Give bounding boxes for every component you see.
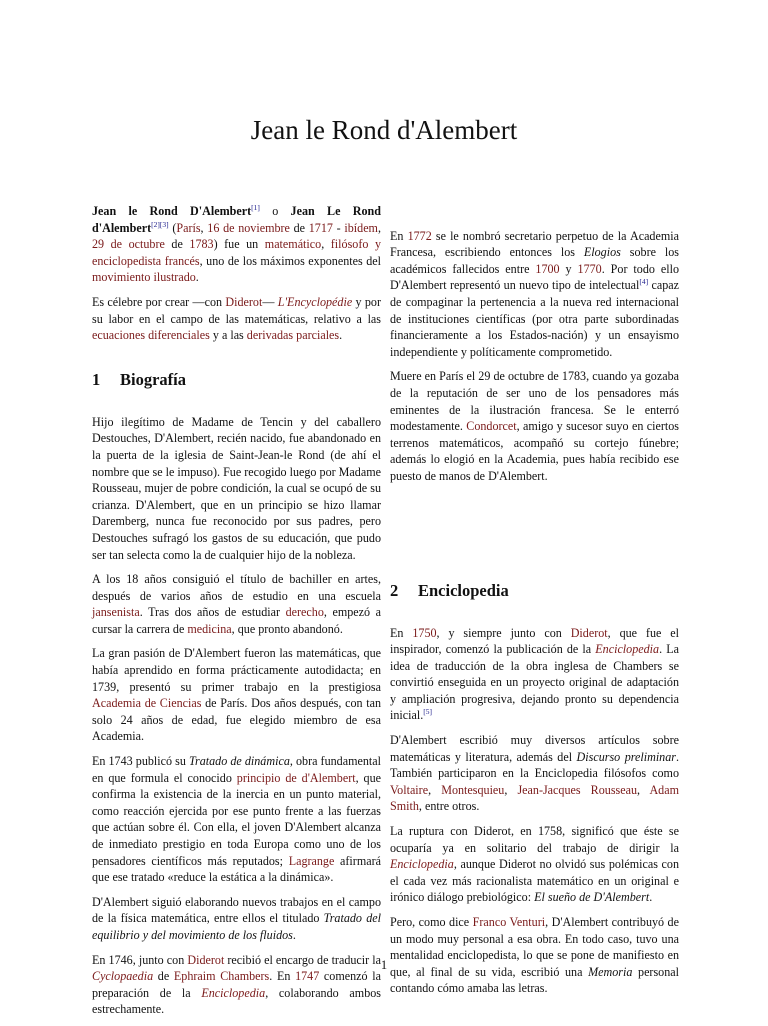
- reference: [1]: [251, 203, 260, 212]
- intro-paragraph: Jean le Rond D'Alembert[1] o Jean Le Rond d'Alembert[2][3] (París, 16 de noviembre de 1717 - ibídem, 29 de octubre de 1783) fue un matemático, filósofo y enciclopedista francés, uno de los máximos exponentes del movimiento ilustrado.: [92, 203, 382, 285]
- link[interactable]: Enciclopedia: [201, 985, 266, 1000]
- link[interactable]: Enciclopedia: [595, 642, 660, 657]
- link[interactable]: Jean-Jacques Rousseau: [517, 782, 638, 797]
- link[interactable]: medicina: [187, 621, 232, 636]
- paragraph: D'Alembert siguió elaborando nuevos trabajos en el campo de la física matemática, entre ellos el titulado Tratado del equilibrio y del movimiento de los fluidos.: [92, 894, 381, 942]
- bold-name: Jean Le Rond d'Alembert: [92, 204, 381, 235]
- link[interactable]: Diderot: [570, 625, 608, 640]
- link[interactable]: Enciclopedia: [390, 857, 454, 872]
- page-title: Jean le Rond d'Alembert: [250, 115, 518, 145]
- paragraph: La gran pasión de D'Alembert fueron las matemáticas, que había aprendido en forma prácticamente autodidacta; en 1739, presentó su primer trabajo en la prestigiosa Academia de Ciencias de París. Dos años después, con tan solo 24 años de edad, fue elegido miembro de esa Academia.: [92, 646, 382, 744]
- link[interactable]: Cyclopaedia: [92, 969, 154, 984]
- link[interactable]: Condorcet: [466, 419, 517, 434]
- link[interactable]: 16 de noviembre: [207, 220, 290, 235]
- link[interactable]: Diderot: [225, 294, 263, 309]
- paragraph: Muere en París el 29 de octubre de 1783, cuando ya gozaba de la reputación de ser uno de los pensadores más eminentes de la ilustración francesa. Se le enterró modestamente. Condorcet, amigo y sucesor suyo en ciertos terrenos matemáticos, acompañó su cortejo fúnebre; además lo elogió en la Academia, pues había recibido ese puesto de manos de D'Alembert.: [390, 369, 679, 483]
- link[interactable]: 1783: [189, 237, 214, 252]
- link[interactable]: 29 de octubre: [92, 237, 165, 252]
- paragraph: Pero, como dice Franco Venturi, D'Alembert contribuyó de un modo muy personal a esa obra. En todo caso, tuvo una mentalidad enciclopedista, lo que se pone de manifiesto en que, al final de su vida, escribió una Memoria personal contando cómo amaba las letras.: [390, 915, 679, 996]
- paragraph: La ruptura con Diderot, en 1758, significó que éste se ocuparía ya en solitario del trabajo de dirigir la Enciclopedia, aunque Diderot no olvidó sus polémicas con el cada vez más racionalista matemático en un original e irónico diálogo prebiológico: El sueño de D'Alembert.: [390, 824, 679, 905]
- link[interactable]: principio de d'Alembert: [236, 770, 356, 785]
- link[interactable]: Ephraim Chambers: [173, 969, 270, 984]
- link[interactable]: derivadas parciales: [246, 328, 340, 343]
- right-column: [390, 203, 679, 1005]
- link[interactable]: derecho: [285, 605, 324, 620]
- reference: [2][3]: [151, 219, 169, 229]
- link[interactable]: Diderot: [187, 952, 225, 967]
- link[interactable]: Adam Smith: [390, 782, 680, 814]
- link[interactable]: matemático: [264, 237, 322, 252]
- paragraph: D'Alembert escribió muy diversos artículos sobre matemáticas y literatura, además del Discurso preliminar. También participaron en la Enciclopedia filósofos como Voltaire, Montesquieu, Jean-Jacques Rousseau, Adam Smith, entre otros.: [390, 733, 680, 814]
- paragraph: En 1750, y siempre junto con Diderot, que fue el inspirador, comenzó la publicación de la Enciclopedia. La idea de traducción de la obra inglesa de Chambers se convirtió enseguida en un proyecto original de adaptación y ampliación progresiva, dejando pronto su dependencia inicial.[5]: [390, 625, 680, 723]
- reference: [4]: [639, 277, 649, 287]
- link[interactable]: Franco Venturi: [472, 915, 546, 929]
- link[interactable]: ecuaciones diferenciales: [92, 328, 210, 343]
- bold-name: Jean le Rond D'Alembert: [92, 204, 252, 218]
- link[interactable]: ibídem: [344, 220, 378, 235]
- section-heading-biografia: 1 Biografía: [92, 369, 186, 389]
- reference: [5]: [423, 707, 432, 717]
- link[interactable]: Academia de Ciencias: [92, 696, 202, 711]
- paragraph: En 1772 se le nombró secretario perpetuo de la Academia Francesa, escribiendo entonces los Elogios sobre los académicos fallecidos entre 1700 y 1770. Por todo ello D'Alembert representó un nuevo tipo de intelectual[4] capaz de compaginar la pertenencia a la nueva red internacional de instituciones científicas (por otra parte subordinadas financieramente a los Estados-nación) y un ensayismo independiente y políticamente comprometido.: [390, 228, 680, 359]
- paragraph: Es célebre por crear —con Diderot— L'Encyclopédie y por su labor en el campo de las matemáticas, relativo a las ecuaciones diferenciales y a las derivadas parciales.: [92, 294, 381, 343]
- link[interactable]: 1750: [412, 625, 437, 640]
- link[interactable]: 1700: [535, 261, 560, 276]
- left-column: [92, 203, 381, 1026]
- link[interactable]: Lagrange: [288, 853, 335, 868]
- link[interactable]: Voltaire: [390, 782, 429, 797]
- paragraph: Hijo ilegítimo de Madame de Tencin y del caballero Destouches, D'Alembert, recién nacido, fue abandonado en la puerta de la iglesia de Saint-Jean-le Rond (de ahí el nombre que se le impuso). Fue recogido luego por Madame Rousseau, mujer de pobre condición, la cual se ocupó de su crianza. D'Alembert, que en un principio se hizo llamar Daremberg, nunca fue reconocido por sus padres, pero Destouches sufragó los gastos de su educación, que pudo ser tan selecta como la de cualquier hijo de la nobleza.: [92, 414, 381, 562]
- link[interactable]: movimiento ilustrado: [92, 270, 196, 285]
- link[interactable]: 1770: [577, 261, 602, 276]
- section-heading-enciclopedia: 2 Enciclopedia: [390, 580, 509, 600]
- link[interactable]: L'Encyclopédie: [277, 294, 353, 309]
- link[interactable]: filósofo y enciclopedista francés: [92, 237, 381, 268]
- link[interactable]: 1717: [308, 220, 333, 235]
- link[interactable]: jansenista: [92, 605, 140, 620]
- paragraph: A los 18 años consiguió el título de bachiller en artes, después de varios años de estudio en una escuela jansenista. Tras dos años de estudiar derecho, empezó a cursar la carrera de medicina, que pronto abandonó.: [92, 572, 381, 636]
- link[interactable]: 1747: [295, 969, 320, 984]
- link[interactable]: 1772: [407, 228, 432, 243]
- paragraph: En 1743 publicó su Tratado de dinámica, obra fundamental en que formula el conocido principio de d'Alembert, que confirma la existencia de la inercia en un punto material, como reacción ejercida por ese punto frente a las fuerzas que actúan sobre él. Con ella, el joven D'Alembert alcanza de inmediato prestigio en toda Europa como uno de los pensadores científicos más reputados; Lagrange afirmará que ese tratado «reduce la estática a la dinámica».: [92, 754, 381, 885]
- paragraph: En 1746, junto con Diderot recibió el encargo de traducir la Cyclopaedia de Ephraim Chambers. En 1747 comenzó la preparación de la Enciclopedia, colaborando ambos estrechamente.: [92, 952, 381, 1017]
- link[interactable]: París: [176, 220, 201, 235]
- link[interactable]: Montesquieu: [441, 782, 505, 797]
- page-number: 1: [380, 958, 388, 972]
